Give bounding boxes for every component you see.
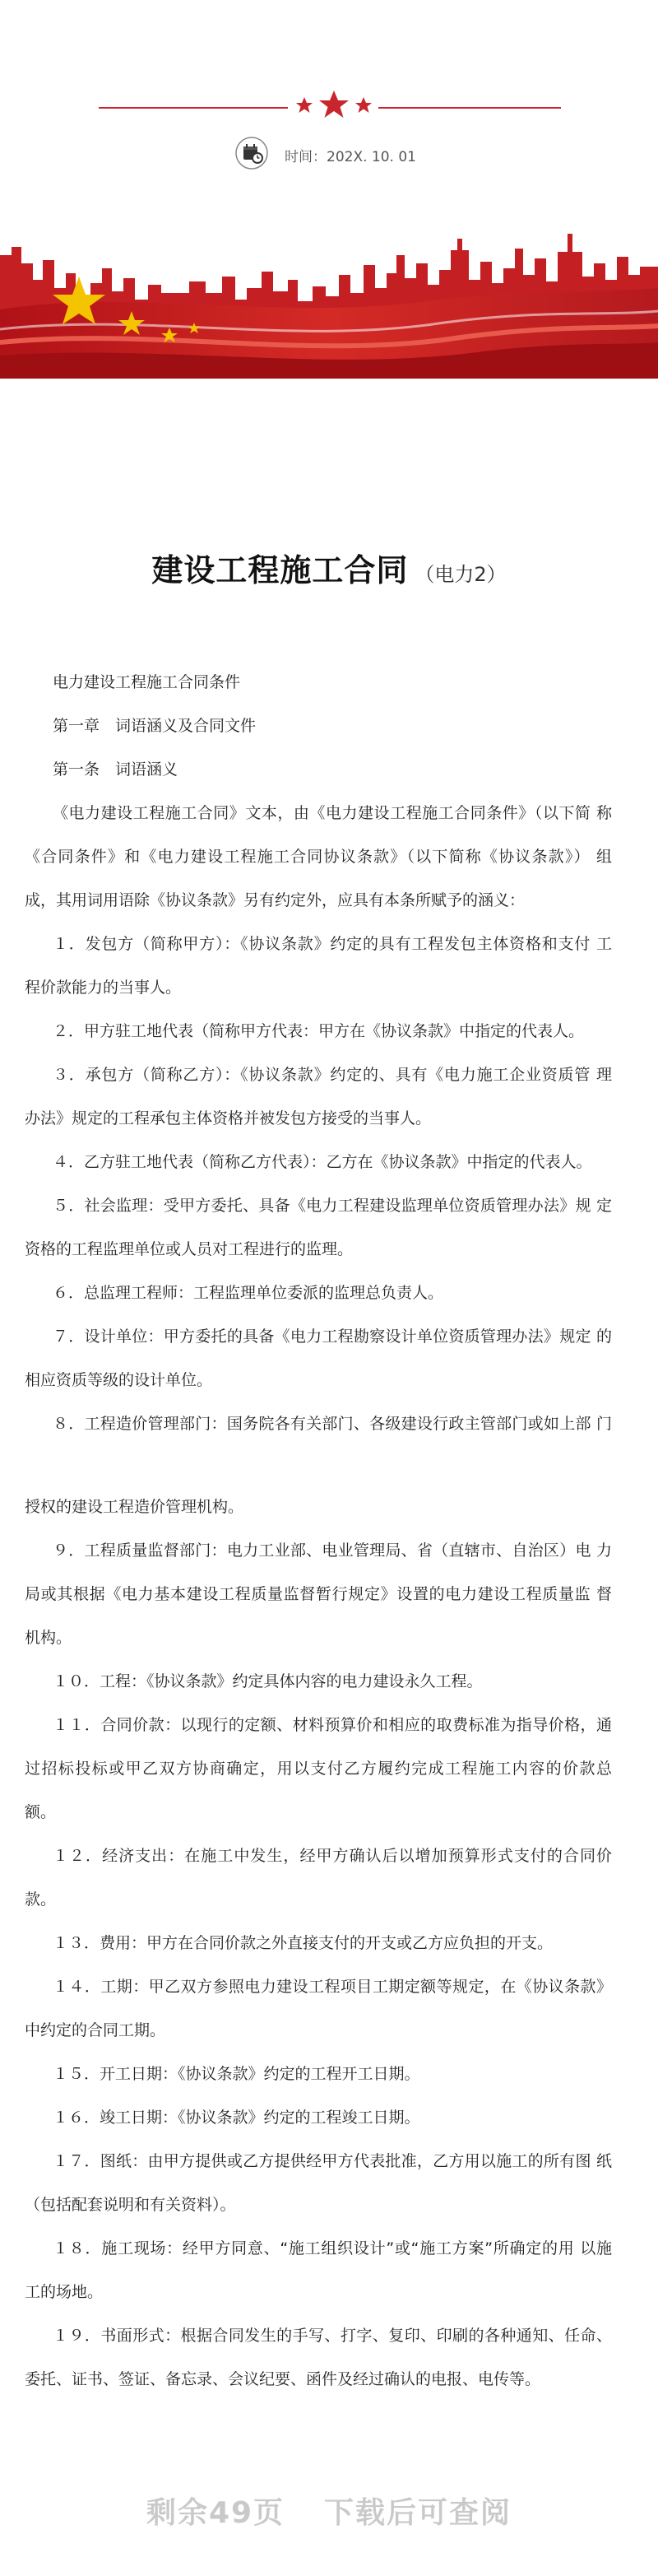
download-prompt[interactable] [0, 2490, 658, 2532]
paragraph-line: １５．开工日期：《协议条款》约定的工程开工日期。 [53, 2065, 420, 2083]
paragraph-line: 第一条 词语涵义 [53, 760, 178, 779]
paragraph-line: 资格的工程监理单位或人员对工程进行的监理。 [25, 1240, 354, 1258]
paragraph-line: 局或其根据《电力基本建设工程质量监督暂行规定》设置的电力建设工程质量监 督 [25, 1585, 612, 1603]
paragraph-line: １７．图纸：由甲方提供或乙方提供经甲方代表批准，乙方用以施工的所有图 纸 [53, 2152, 612, 2170]
paragraph-line: ２．甲方驻工地代表（简称甲方代表：甲方在《协议条款》中指定的代表人。 [53, 1022, 585, 1040]
paragraph-line: 电力建设工程施工合同条件 [53, 673, 241, 691]
remaining-pages-label: 剩余49页 [146, 2496, 285, 2530]
paragraph-line: ６．总监理工程师：工程监理单位委派的监理总负责人。 [53, 1284, 444, 1302]
paragraph-line: 工的场地。 [25, 2283, 104, 2301]
download-to-view-label: 下载后可查阅 [324, 2496, 512, 2530]
paragraph-line: ４．乙方驻工地代表（简称乙方代表）：乙方在《协议条款》中指定的代表人。 [53, 1153, 592, 1171]
paragraph-line: ５．社会监理：受甲方委托、具备《电力工程建设监理单位资质管理办法》规 定 [53, 1197, 612, 1215]
paragraph-line: 机构。 [25, 1629, 72, 1647]
paragraph-line: １２．经济支出：在施工中发生，经甲方确认后以增加预算形式支付的合同价 [53, 1847, 612, 1865]
paragraph-line: ７．设计单位：甲方委托的具备《电力工程勘察设计单位资质管理办法》规定 的 [53, 1328, 612, 1346]
paragraph-line: 款。 [25, 1890, 57, 1909]
paragraph-line: １９．书面形式：根据合同发生的手写、打字、复印、印刷的各种通知、任命、 [53, 2327, 612, 2345]
paragraph-line: １３．费用：甲方在合同价款之外直接支付的开支或乙方应负担的开支。 [53, 1934, 554, 1952]
paragraph-line: １８．施工现场：经甲方同意、“施工组织设计”或“施工方案”所确定的用 以施 [53, 2239, 612, 2257]
paragraph-line: １６．竣工日期：《协议条款》约定的工程竣工日期。 [53, 2109, 420, 2127]
paragraph-line: 相应资质等级的设计单位。 [25, 1371, 213, 1389]
title-subtitle: （电力2） [415, 563, 507, 586]
publish-date: 时间：202X. 10. 01 [285, 149, 416, 165]
paragraph-line: 委托、证书、签证、备忘录、会议纪要、函件及经过确认的电报、电传等。 [25, 2370, 541, 2388]
paragraph-line: １．发包方（简称甲方）：《协议条款》约定的具有工程发包主体资格和支付 工 [53, 935, 612, 953]
paragraph-line: ９．工程质量监督部门：电力工业部、电业管理局、省（直辖市、自治区）电 力 [53, 1541, 612, 1560]
title-main: 建设工程施工合同 [151, 552, 409, 588]
paragraph-line: 《电力建设工程施工合同》文本，由《电力建设工程施工合同条件》（以下简 称 [53, 804, 612, 822]
paragraph-line: １１．合同价款：以现行的定额、材料预算价和相应的取费标准为指导价格，通 [53, 1716, 612, 1734]
paragraph-line: 授权的建设工程造价管理机构。 [25, 1498, 244, 1516]
paragraph-line: 过招标投标或甲乙双方协商确定，用以支付乙方履约完成工程施工内容的价款总 [25, 1760, 612, 1778]
paragraph-line: ３．承包方（简称乙方）：《协议条款》约定的、具有《电力施工企业资质管 理 [53, 1066, 612, 1084]
paragraph-line: １０．工程：《协议条款》约定具体内容的电力建设永久工程。 [53, 1672, 483, 1690]
paragraph-line: 成，其用词用语除《协议条款》另有约定外，应具有本条所赋予的涵义： [25, 891, 526, 909]
paragraph-line: 程价款能力的当事人。 [25, 979, 182, 997]
paragraph-line: 额。 [25, 1803, 57, 1821]
paragraph-line: 第一章 词语涵义及合同文件 [53, 717, 257, 735]
paragraph-line: （包括配套说明和有关资料）。 [25, 2196, 236, 2214]
paragraph-line: １４．工期：甲乙双方参照电力建设工程项目工期定额等规定，在《协议条款》 [53, 1978, 612, 1996]
paragraph-line: 《合同条件》和《电力建设工程施工合同协议条款》（以下简称《协议条款》） 组 [25, 848, 612, 866]
paragraph-line: 办法》规定的工程承包主体资格并被发包方接受的当事人。 [25, 1109, 432, 1128]
paragraph-line: ８．工程造价管理部门：国务院各有关部门、各级建设行政主管部门或如上部 门 [53, 1415, 612, 1433]
paragraph-line: 中约定的合同工期。 [25, 2021, 166, 2039]
